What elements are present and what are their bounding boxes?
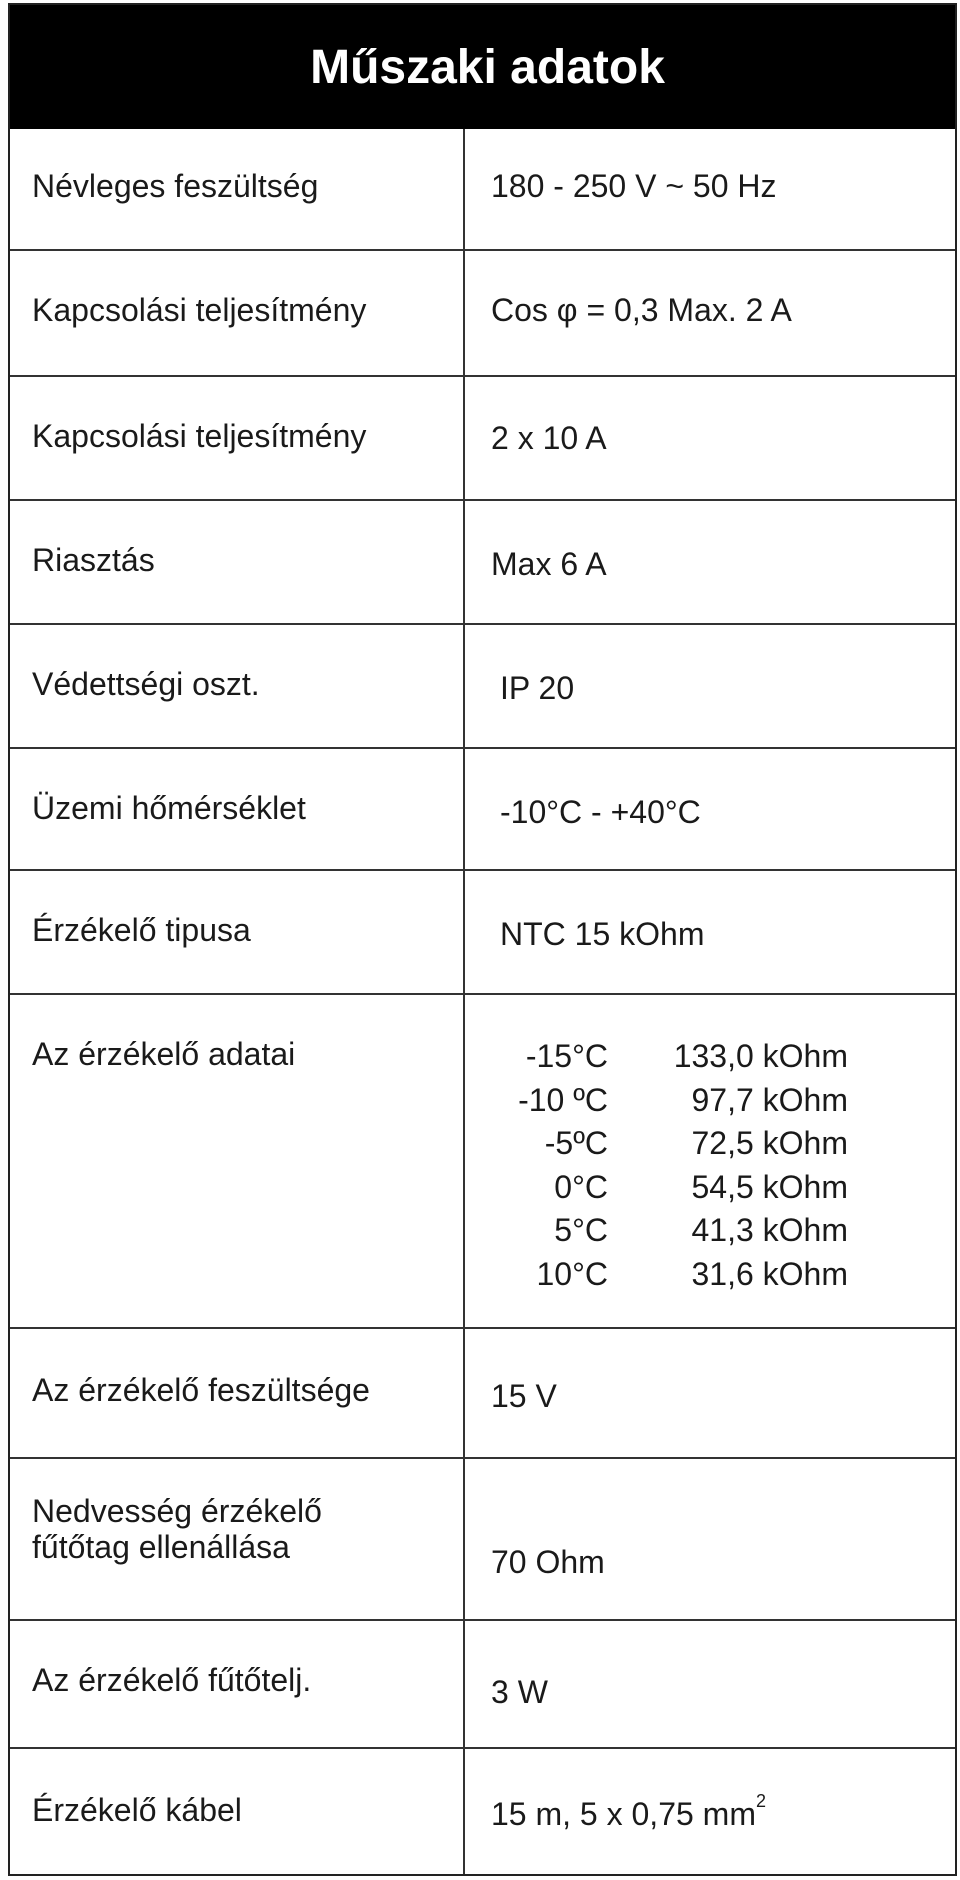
spec-row <box>10 129 955 251</box>
spec-row <box>10 1621 955 1749</box>
spec-value: Max 6 A <box>491 546 607 582</box>
spec-label: Névleges feszültség <box>32 168 319 204</box>
spec-label: Riasztás <box>32 542 155 578</box>
sensor-resistance: 72,5 kOhm <box>691 1125 848 1162</box>
spec-row <box>10 377 955 501</box>
spec-label: Üzemi hőmérséklet <box>32 790 306 826</box>
title-bar <box>10 5 955 129</box>
spec-label: Kapcsolási teljesítmény <box>32 418 367 454</box>
spec-label: Érzékelő kábel <box>32 1792 242 1828</box>
spec-value: Cos φ = 0,3 Max. 2 A <box>491 292 792 328</box>
sensor-temp: -15°C <box>525 1038 608 1074</box>
cable-value-text: 15 m, 5 x 0,75 mm <box>491 1796 756 1832</box>
spec-value: -10°C - +40°C <box>500 794 701 830</box>
sensor-resistance: 54,5 kOhm <box>691 1168 848 1205</box>
sensor-data-row <box>10 995 955 1329</box>
sensor-temp: -10 ºC <box>518 1081 608 1118</box>
sensor-table-row <box>480 1166 848 1210</box>
sensor-table <box>480 1035 848 1297</box>
sensor-table-row <box>480 1209 848 1253</box>
spec-label: Érzékelő tipusa <box>32 912 251 948</box>
spec-value: 3 W <box>491 1674 548 1710</box>
cable-value-superscript: 2 <box>755 1791 766 1811</box>
spec-label-line: Nedvesség érzékelő <box>32 1493 322 1529</box>
sensor-table-row <box>480 1253 848 1297</box>
sensor-temp: 10°C <box>536 1255 608 1292</box>
spec-label: Védettségi oszt. <box>32 666 260 702</box>
spec-value: 15 V <box>491 1378 557 1414</box>
spec-row <box>10 1459 955 1621</box>
spec-value: NTC 15 kOhm <box>500 916 705 952</box>
sensor-resistance: 97,7 kOhm <box>691 1081 848 1118</box>
sensor-temp: 5°C <box>554 1212 608 1249</box>
spec-label: Az érzékelő feszültsége <box>32 1372 370 1408</box>
spec-row <box>10 749 955 871</box>
spec-row <box>10 1329 955 1459</box>
spec-label: Az érzékelő adatai <box>32 1036 296 1072</box>
spec-label-line: fűtőtag ellenállása <box>32 1529 290 1565</box>
spec-row <box>10 1749 955 1874</box>
spec-value: 2 x 10 A <box>491 420 607 456</box>
spec-row <box>10 501 955 625</box>
spec-label: Kapcsolási teljesítmény <box>32 292 367 328</box>
spec-label <box>32 1493 322 1565</box>
specs-sheet <box>8 3 957 1876</box>
spec-row <box>10 251 955 377</box>
sensor-table-row <box>480 1079 848 1123</box>
spec-label: Az érzékelő fűtőtelj. <box>32 1662 312 1698</box>
spec-value: 70 Ohm <box>491 1544 605 1580</box>
spec-row <box>10 625 955 749</box>
sensor-temp: 0°C <box>554 1168 608 1205</box>
sensor-resistance: 41,3 kOhm <box>691 1212 848 1249</box>
spec-value <box>491 1791 766 1833</box>
sensor-resistance: 133,0 kOhm <box>673 1038 848 1074</box>
sensor-table-row <box>480 1035 848 1079</box>
page-title: Műszaki adatok <box>310 40 665 94</box>
sensor-resistance: 31,6 kOhm <box>691 1255 848 1292</box>
sensor-temp: -5ºC <box>544 1125 608 1162</box>
spec-value: IP 20 <box>500 670 575 706</box>
spec-row <box>10 871 955 995</box>
spec-value: 180 - 250 V ~ 50 Hz <box>491 168 777 204</box>
sensor-table-row <box>480 1122 848 1166</box>
